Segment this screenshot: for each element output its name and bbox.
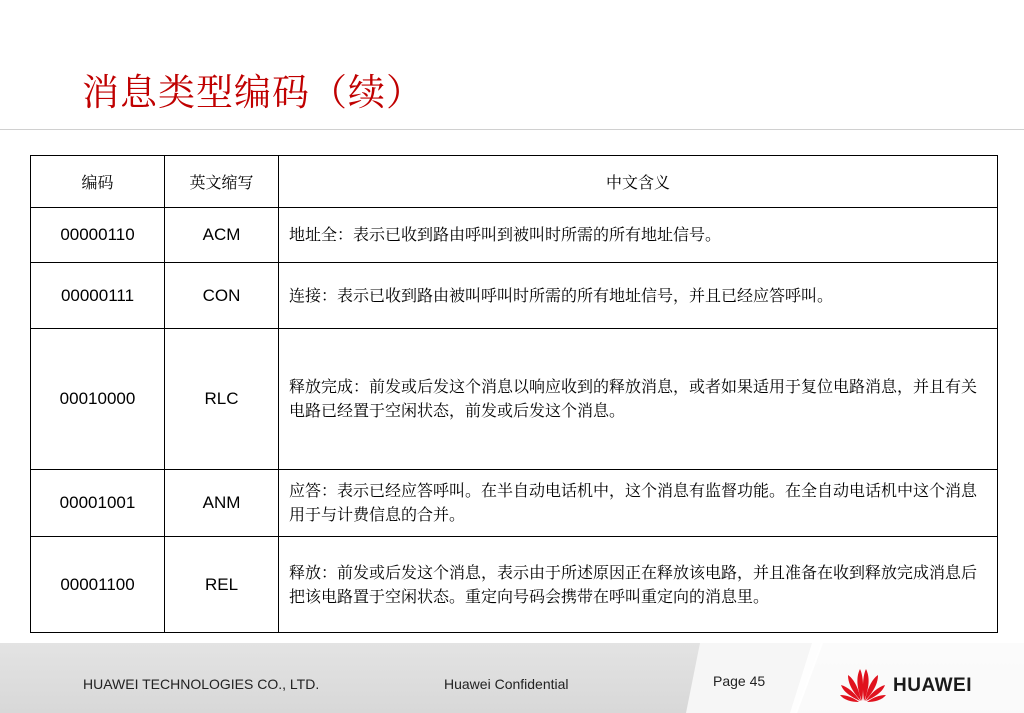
header-abbr: 英文缩写 xyxy=(165,156,279,208)
page-number: Page 45 xyxy=(713,673,766,689)
title-divider xyxy=(0,129,1024,130)
table-header-row xyxy=(31,156,998,208)
cell-code: 00001100 xyxy=(31,537,165,633)
cell-code: 00000110 xyxy=(31,208,165,263)
cell-abbr: ACM xyxy=(165,208,279,263)
cell-code: 00010000 xyxy=(31,329,165,470)
footer-confidential: Huawei Confidential xyxy=(444,676,569,692)
brand-wordmark: HUAWEI xyxy=(893,675,972,696)
cell-code: 00001001 xyxy=(31,470,165,537)
cell-abbr: CON xyxy=(165,263,279,329)
cell-abbr: REL xyxy=(165,537,279,633)
header-code: 编码 xyxy=(31,156,165,208)
cell-abbr: RLC xyxy=(165,329,279,470)
slide-title: 消息类型编码（续） xyxy=(82,71,424,114)
cell-meaning: 连接：表示已收到路由被叫呼叫时所需的所有地址信号，并且已经应答呼叫。 xyxy=(279,263,998,329)
header-meaning: 中文含义 xyxy=(279,156,998,208)
table-row xyxy=(31,537,998,633)
cell-code: 00000111 xyxy=(31,263,165,329)
table-row xyxy=(31,329,998,470)
cell-abbr: ANM xyxy=(165,470,279,537)
cell-meaning: 释放：前发或后发这个消息，表示由于所述原因正在释放该电路，并且准备在收到释放完成消息后把该电路置于空闲状态。重定向号码会携带在呼叫重定向的消息里。 xyxy=(279,537,998,633)
table-row xyxy=(31,470,998,537)
cell-meaning: 释放完成：前发或后发这个消息以响应收到的释放消息，或者如果适用于复位电路消息，并且有关电路已经置于空闲状态，前发或后发这个消息。 xyxy=(279,329,998,470)
table-row xyxy=(31,208,998,263)
cell-meaning: 应答：表示已经应答呼叫。在半自动电话机中，这个消息有监督功能。在全自动电话机中这个消息用于与计费信息的合并。 xyxy=(279,470,998,537)
cell-meaning: 地址全：表示已收到路由呼叫到被叫时所需的所有地址信号。 xyxy=(279,208,998,263)
message-type-table xyxy=(30,155,998,633)
footer-company: HUAWEI TECHNOLOGIES CO., LTD. xyxy=(83,676,320,692)
huawei-logo-icon xyxy=(838,665,888,703)
table-row xyxy=(31,263,998,329)
